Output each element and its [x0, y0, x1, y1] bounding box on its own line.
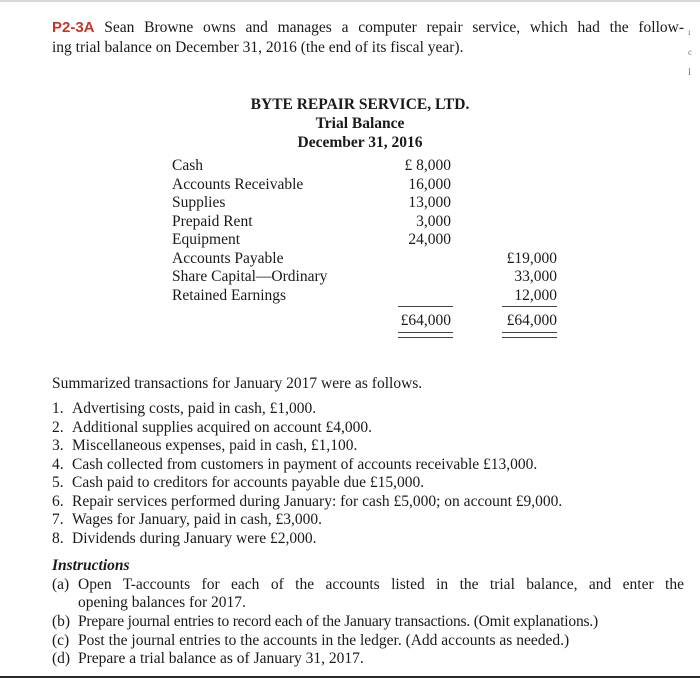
instruction-label: (a): [52, 576, 70, 593]
transaction-number: 7.: [52, 511, 64, 528]
instruction-label: (d): [52, 650, 71, 667]
trial-balance-title: Trial Balance: [315, 115, 405, 132]
account-name: Equipment: [172, 231, 241, 248]
transaction-item: [52, 437, 357, 455]
debit-amount: £ 8,000: [404, 157, 451, 174]
transaction-number: 6.: [52, 493, 64, 510]
instructions-heading: Instructions: [52, 557, 130, 574]
transaction-item: [52, 530, 317, 548]
account-name: Prepaid Rent: [172, 213, 253, 230]
transaction-text: Dividends during January were £2,000.: [72, 530, 317, 547]
debit-amount: 16,000: [408, 176, 451, 193]
instruction-c-text: Post the journal entries to the accounts in the ledger. (Add accounts as needed.): [78, 632, 570, 649]
debit-amount: 13,000: [408, 194, 451, 211]
transaction-text: Cash collected from customers in payment of accounts receivable £13,000.: [72, 456, 538, 473]
account-name: Cash: [172, 157, 203, 174]
debit-amount: 24,000: [408, 231, 451, 248]
bottom-border: [0, 676, 700, 678]
problem-statement: [52, 18, 684, 58]
instruction-a-line-2: opening balances for 2017.: [78, 594, 246, 611]
transaction-item: [52, 511, 322, 529]
trial-balance-date: December 31, 2016: [297, 134, 423, 151]
transaction-number: 5.: [52, 474, 64, 491]
credit-subtotal-rule: [502, 306, 557, 307]
transaction-item: [52, 400, 316, 418]
instruction-d: [52, 650, 684, 668]
instruction-b: [52, 613, 684, 631]
instruction-label: (b): [52, 613, 71, 630]
instruction-label: (c): [52, 632, 70, 649]
debit-subtotal-rule: [398, 306, 453, 307]
transactions-intro: Summarized transactions for January 2017 were as follows.: [52, 375, 423, 392]
top-border: [0, 0, 700, 2]
transaction-item: [52, 474, 424, 492]
company-name: BYTE REPAIR SERVICE, LTD.: [250, 96, 470, 113]
transaction-text: Wages for January, paid in cash, £3,000.: [72, 511, 322, 528]
instruction-a: [52, 576, 684, 612]
page-edge-marks: ı c I: [688, 27, 692, 77]
transaction-item: [52, 419, 372, 437]
debit-total-double-rule: [398, 332, 453, 338]
account-name: Accounts Receivable: [172, 176, 304, 193]
transaction-number: 1.: [52, 400, 64, 417]
instruction-c: [52, 632, 684, 650]
account-name: Supplies: [172, 194, 226, 211]
account-name: Share Capital—Ordinary: [172, 268, 328, 285]
transaction-item: [52, 493, 562, 511]
transaction-number: 2.: [52, 419, 64, 436]
instruction-a-line-1: Open T-accounts for each of the accounts listed in the trial balance, and enter the: [78, 576, 684, 593]
transaction-text: Miscellaneous expenses, paid in cash, £1,100.: [72, 437, 358, 454]
transaction-text: Advertising costs, paid in cash, £1,000.: [72, 400, 317, 417]
credit-total: £64,000: [506, 312, 557, 329]
account-name: Retained Earnings: [172, 287, 287, 304]
problem-line-2: ing trial balance on December 31, 2016 (the end of its fiscal year).: [52, 39, 464, 56]
instruction-d-text: Prepare a trial balance as of January 31, 2017.: [78, 650, 364, 667]
credit-amount: 12,000: [514, 287, 557, 304]
credit-amount: £19,000: [506, 250, 557, 267]
debit-amount: 3,000: [416, 213, 451, 230]
transaction-text: Additional supplies acquired on account £4,000.: [72, 419, 373, 436]
transaction-text: Cash paid to creditors for accounts payable due £15,000.: [72, 474, 425, 491]
transaction-number: 4.: [52, 456, 64, 473]
problem-id: P2-3A: [52, 19, 95, 36]
transaction-number: 3.: [52, 437, 64, 454]
transaction-item: [52, 456, 537, 474]
transaction-text: Repair services performed during January: for cash £5,000; on account £9,000.: [72, 493, 563, 510]
problem-line-1: Sean Browne owns and manages a computer repair service, which had the follow-: [104, 19, 685, 36]
account-name: Accounts Payable: [172, 250, 284, 267]
credit-amount: 33,000: [514, 268, 557, 285]
transaction-number: 8.: [52, 530, 64, 547]
credit-total-double-rule: [502, 332, 557, 338]
instruction-b-text: Prepare journal entries to record each of the January transactions. (Omit explanations.): [78, 613, 598, 630]
debit-total: £64,000: [400, 312, 451, 329]
